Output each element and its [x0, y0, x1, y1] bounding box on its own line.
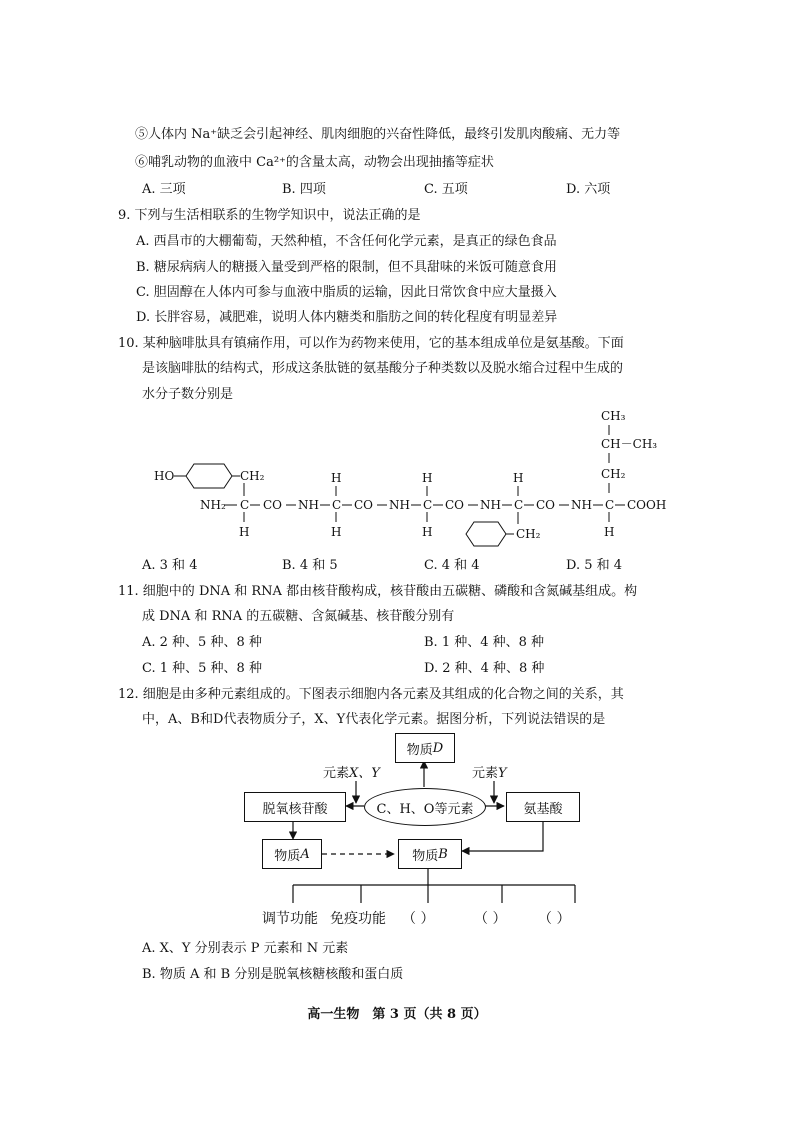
- q9-option-c: C. 胆固醇在人体内可参与血液中脂质的运输，因此日常饮食中应大量摄入: [136, 285, 557, 300]
- q8-option-b: B. 四项: [282, 182, 326, 197]
- q11-stem-line-1: 11. 细胞中的 DNA 和 RNA 都由核苷酸构成，核苷酸由五碳糖、磷酸和含氮碱基组成。构: [118, 584, 638, 599]
- nh2-label: NH₂: [200, 498, 226, 512]
- q10-stem-line-1: 10. 某种脑啡肽具有镇痛作用，可以作为药物来使用，它的基本组成单位是氨基酸。下面: [118, 336, 624, 351]
- nh-3: NH: [480, 498, 501, 512]
- page-footer: 高一生物 第 3 页（共 8 页）: [307, 1007, 487, 1022]
- arrow-amino-acid-to-b: [462, 822, 543, 851]
- h-bottom-2: H: [331, 525, 342, 539]
- q10-stem-line-3: 水分子数分别是: [142, 387, 234, 402]
- benzene-ring-2-icon: [466, 522, 506, 546]
- ch2-phenyl-label: CH₂: [516, 527, 541, 541]
- function-blank-2: （ ）: [474, 911, 507, 927]
- q9-option-b: B. 糖尿病病人的糖摄入量受到严格的限制，但不具甜味的米饭可随意食用: [136, 260, 557, 275]
- q9-stem: 9. 下列与生活相联系的生物学知识中，说法正确的是: [118, 208, 421, 223]
- ch3-top-label: CH₃: [601, 409, 626, 423]
- element-y-label: 元素Y: [472, 766, 507, 781]
- q11-stem-line-2: 成 DNA 和 RNA 的五碳糖、含氮碱基、核苷酸分别有: [142, 609, 455, 624]
- q11-option-b: B. 1 种、4 种、8 种: [424, 635, 545, 650]
- q8-option-c: C. 五项: [424, 182, 468, 197]
- elements-ellipse: C、H、O等元素: [364, 788, 486, 826]
- q8-item-6: ⑥哺乳动物的血液中 Ca²⁺的含量太高，动物会出现抽搐等症状: [135, 155, 494, 170]
- function-regulation-label: 调节功能: [262, 911, 318, 927]
- q9-option-a: A. 西昌市的大棚葡萄，天然种植，不含任何化学元素，是真正的绿色食品: [136, 234, 557, 249]
- c-alpha-2: C: [332, 498, 342, 512]
- cooh-label: COOH: [627, 498, 667, 512]
- q11-option-c: C. 1 种、5 种、8 种: [142, 661, 262, 676]
- deoxynucleotide-box: 脱氧核苷酸: [244, 792, 346, 822]
- co-1: CO: [263, 498, 283, 512]
- benzene-ring-1-icon: [186, 464, 232, 488]
- q10-option-d: D. 5 和 4: [566, 558, 623, 573]
- q8-option-a: A. 三项: [142, 182, 186, 197]
- q8-item-5: ⑤人体内 Na⁺缺乏会引起神经、肌肉细胞的兴奋性降低，最终引发肌肉酸痛、无力等: [135, 127, 621, 142]
- q8-option-d: D. 六项: [566, 182, 611, 197]
- q12-stem-line-1: 12. 细胞是由多种元素组成的。下图表示细胞内各元素及其组成的化合物之间的关系，其: [118, 687, 624, 702]
- q10-option-a: A. 3 和 4: [142, 558, 198, 573]
- function-immunity-label: 免疫功能: [330, 911, 386, 927]
- h-bottom-1: H: [239, 525, 250, 539]
- q10-stem-line-2: 是该脑啡肽的结构式，形成这条肽链的氨基酸分子种类数以及脱水缩合过程中生成的: [142, 361, 624, 376]
- nh-2: NH: [389, 498, 410, 512]
- ch2-first-label: CH₂: [240, 469, 265, 483]
- c-alpha-1: C: [240, 498, 250, 512]
- q9-option-d: D. 长胖容易，减肥难，说明人体内糖类和脂肪之间的转化程度有明显差异: [136, 310, 558, 325]
- co-3: CO: [445, 498, 465, 512]
- h-top-4: H: [513, 471, 524, 485]
- h-top-2: H: [331, 471, 342, 485]
- nh-4: NH: [571, 498, 592, 512]
- peptide-structure-diagram: [0, 400, 794, 550]
- q10-option-b: B. 4 和 5: [282, 558, 338, 573]
- q12-option-b: B. 物质 A 和 B 分别是脱氧核糖核酸和蛋白质: [142, 967, 404, 982]
- q10-option-c: C. 4 和 4: [424, 558, 480, 573]
- q12-option-a: A. X、Y 分别表示 P 元素和 N 元素: [142, 941, 349, 956]
- q11-option-a: A. 2 种、5 种、8 种: [142, 635, 262, 650]
- ch2-upper-label: CH₂: [601, 467, 626, 481]
- function-blank-1: （ ）: [402, 911, 435, 927]
- h-bottom-5: H: [604, 525, 615, 539]
- amino-acid-box: 氨基酸: [506, 792, 580, 822]
- ch-ch3-label: CH－CH₃: [601, 437, 658, 451]
- h-bottom-3: H: [422, 525, 433, 539]
- h-top-3: H: [422, 471, 433, 485]
- substance-d-box: 物质 D: [395, 733, 455, 763]
- q11-option-d: D. 2 种、4 种、8 种: [424, 661, 545, 676]
- q12-stem-line-2: 中，A、B和D代表物质分子，X、Y代表化学元素。据图分析，下列说法错误的是: [142, 712, 606, 727]
- c-alpha-3: C: [423, 498, 433, 512]
- ho-label: HO: [154, 469, 175, 483]
- nh-1: NH: [298, 498, 319, 512]
- function-blank-3: （ ）: [538, 911, 571, 927]
- co-2: CO: [354, 498, 374, 512]
- c-alpha-4: C: [514, 498, 524, 512]
- substance-a-box: 物质 A: [262, 839, 322, 869]
- co-4: CO: [536, 498, 556, 512]
- substance-b-box: 物质 B: [398, 839, 462, 869]
- element-xy-label: 元素X、Y: [323, 766, 380, 781]
- c-alpha-5: C: [605, 498, 615, 512]
